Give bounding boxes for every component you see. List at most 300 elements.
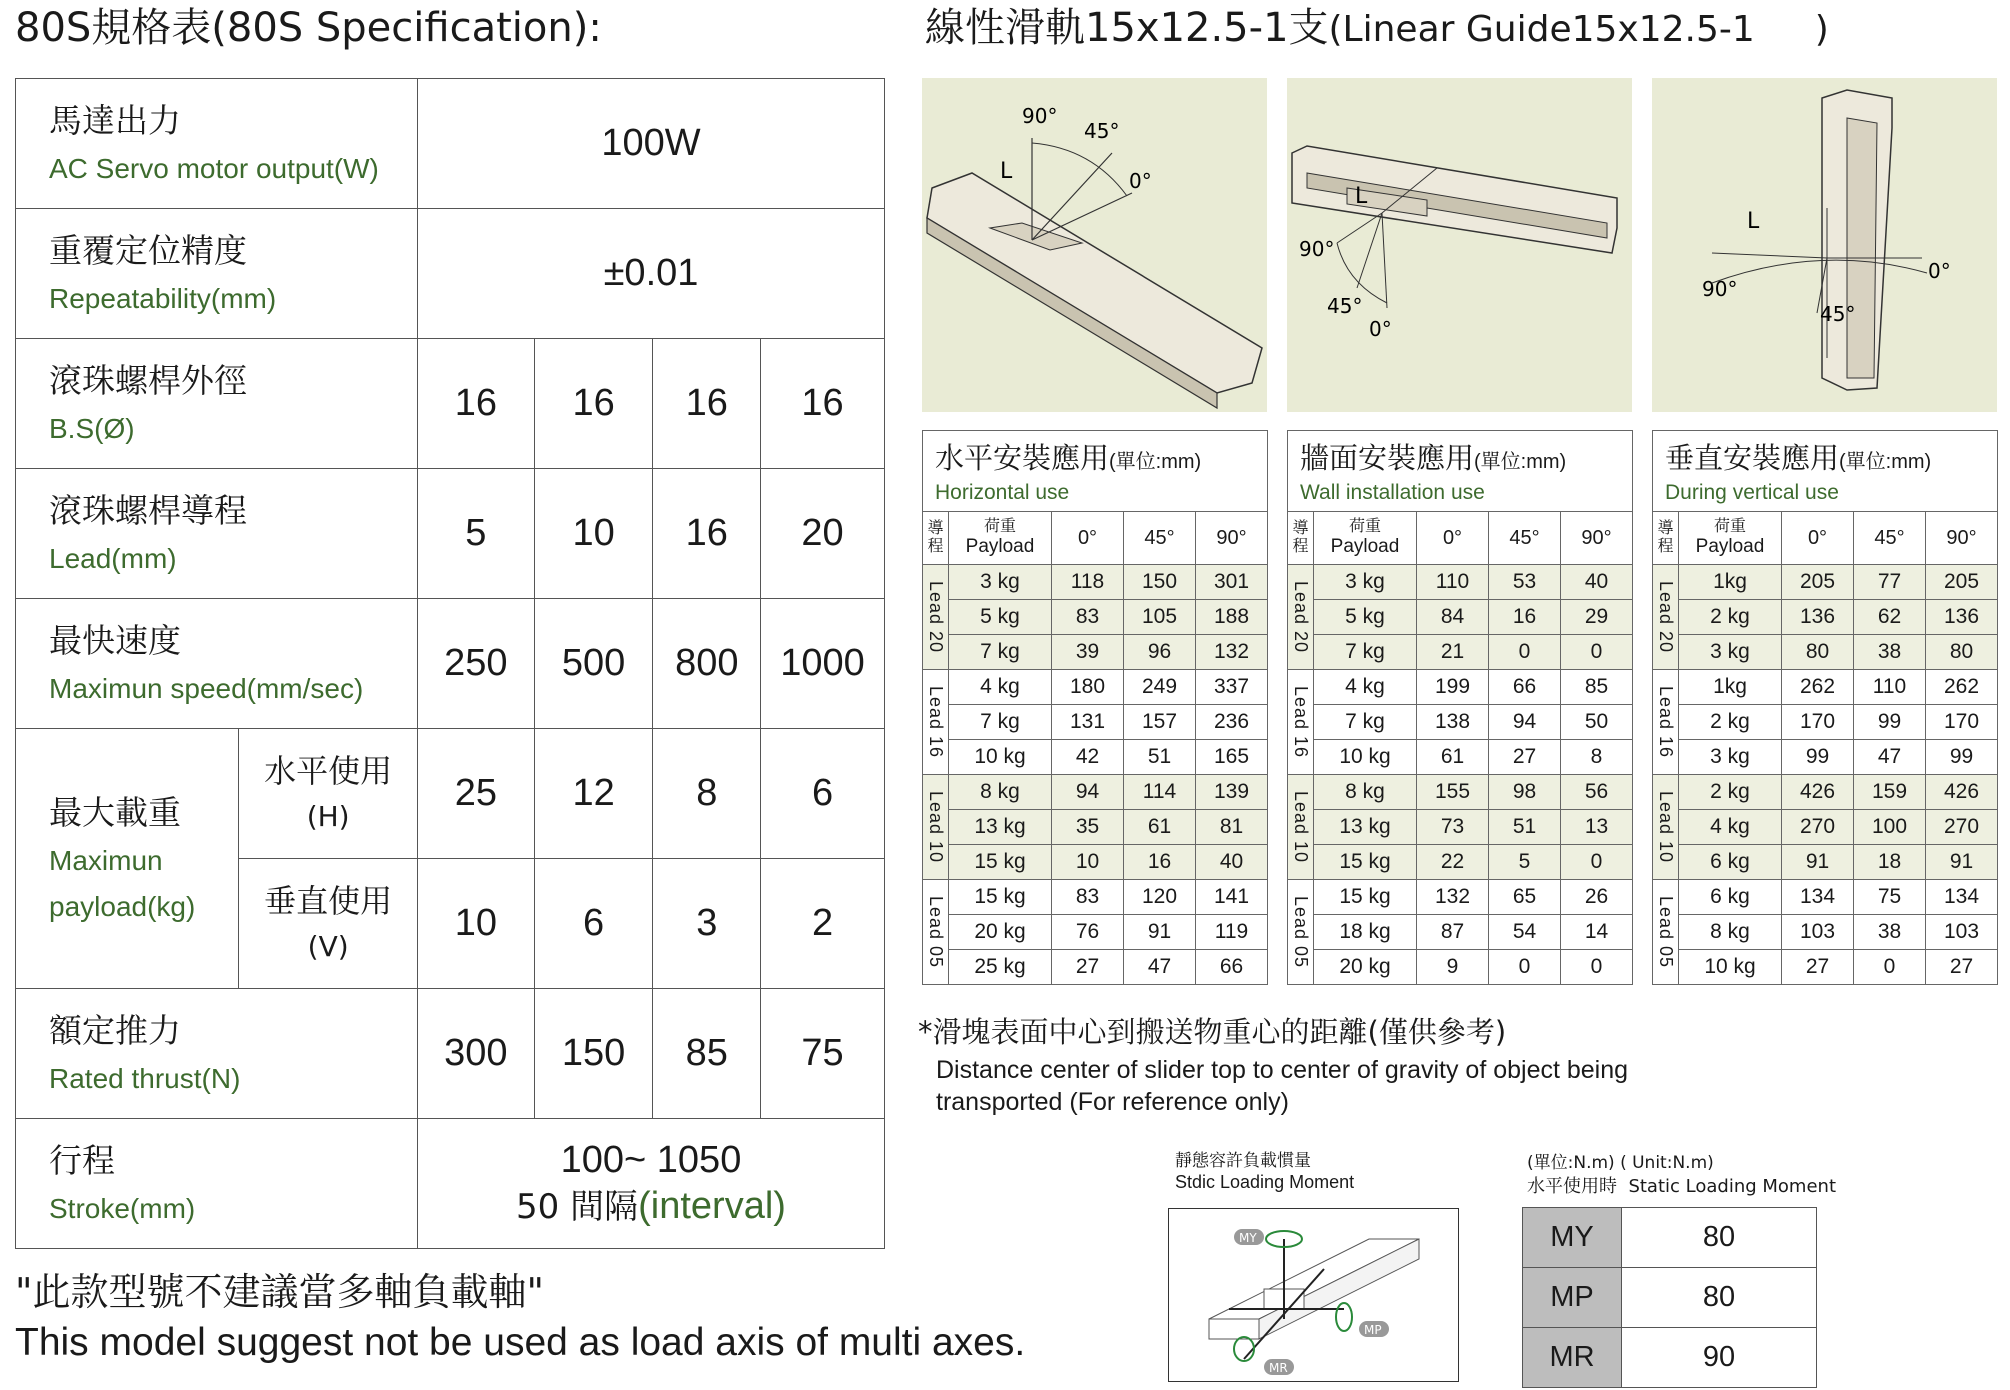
load-table-row [923,810,1268,845]
payload-v-value: 6 [534,859,653,989]
horizontal-rail-illustration [922,78,1267,412]
moment-figure-mp: MP [1364,1323,1382,1337]
horizontal-angle-0: 0° [1129,169,1152,193]
lead-value: 20 [761,469,885,599]
distance-cell: 10 [1052,845,1124,880]
distance-cell: 91 [1926,845,1998,880]
load-table-header [923,431,1268,512]
distance-cell: 38 [1854,635,1926,670]
moment-figure-mr: MR [1269,1361,1288,1375]
payload-cell: 8 kg [1679,915,1782,950]
distance-cell: 188 [1196,600,1268,635]
payload-header-en: Payload [1330,536,1400,557]
distance-cell: 27 [1926,950,1998,985]
thrust-value: 300 [417,989,534,1119]
load-table-row [1288,635,1633,670]
distance-cell: 42 [1052,740,1124,775]
load-table-row [923,775,1268,810]
distance-cell: 103 [1926,915,1998,950]
distance-cell: 0 [1561,845,1633,880]
distance-cell: 9 [1417,950,1489,985]
lead-group-label: Lead 20 [1653,565,1679,670]
distance-cell: 27 [1782,950,1854,985]
payload-cell: 5 kg [949,600,1052,635]
lead-group-label: Lead 10 [1653,775,1679,880]
distance-cell: 426 [1782,775,1854,810]
distance-cell: 136 [1782,600,1854,635]
angle-45-header: 45° [1489,512,1561,565]
lead-group-label: Lead 05 [1288,880,1314,985]
distance-cell: 94 [1052,775,1124,810]
payload-cell: 20 kg [1314,950,1417,985]
bs-value: 16 [761,339,885,469]
wall-length-l: L [1355,184,1368,209]
distance-cell: 29 [1561,600,1633,635]
payload-cell: 13 kg [949,810,1052,845]
distance-cell: 39 [1052,635,1124,670]
moment-value: 80 [1622,1268,1817,1328]
payload-cell: 5 kg [1314,600,1417,635]
payload-v-value: 2 [761,859,885,989]
payload-cell: 18 kg [1314,915,1417,950]
load-table-title-zh: 水平安裝應用 [935,443,1110,475]
distance-cell: 51 [1489,810,1561,845]
distance-cell: 56 [1561,775,1633,810]
distance-cell: 119 [1196,915,1268,950]
distance-cell: 301 [1196,565,1268,600]
payload-cell: 3 kg [1679,635,1782,670]
lead-column-header [923,512,949,565]
distance-cell: 0 [1854,950,1926,985]
distance-cell: 38 [1854,915,1926,950]
row-ballscrew [16,339,885,469]
lead-header-char: 導 [927,520,944,537]
repeat-label-zh: 重覆定位精度 [49,230,247,270]
payload-cell: 15 kg [949,845,1052,880]
payload-label-zh: 最大載重 [49,792,181,832]
angle-45-header: 45° [1854,512,1926,565]
payload-h-value: 6 [761,729,885,859]
distance-cell: 65 [1489,880,1561,915]
distance-cell: 132 [1196,635,1268,670]
load-table-row [1288,950,1633,985]
angle-90-header: 90° [1561,512,1633,565]
lead-column-header [1288,512,1314,565]
distance-cell: 83 [1052,600,1124,635]
wall-angle-90: 90° [1299,237,1335,261]
distance-cell: 99 [1854,705,1926,740]
load-table-row [1653,950,1998,985]
row-stroke [16,1119,885,1249]
distance-cell: 96 [1124,635,1196,670]
distance-cell: 47 [1854,740,1926,775]
motor-value: 100W [417,79,884,209]
distance-note-zh: *滑塊表面中心到搬送物重心的距離(僅供參考) [918,1015,1507,1049]
payload-v-value: 3 [653,859,761,989]
speed-value: 250 [417,599,534,729]
lead-group-label: Lead 10 [1288,775,1314,880]
load-table-row [1288,810,1633,845]
distance-cell: 170 [1782,705,1854,740]
load-table-row [923,950,1268,985]
horizontal-angle-90: 90° [1022,104,1058,128]
payload-cell: 2 kg [1679,600,1782,635]
moment-figure [1168,1208,1459,1382]
load-table-row [1288,565,1633,600]
distance-cell: 114 [1124,775,1196,810]
wall-rail-illustration [1287,78,1632,412]
stroke-label-en: Stroke(mm) [49,1192,196,1224]
load-table-row [923,915,1268,950]
payload-h-value: 25 [417,729,534,859]
payload-cell: 13 kg [1314,810,1417,845]
load-table-row [1653,600,1998,635]
distance-cell: 80 [1782,635,1854,670]
lead-group-label: Lead 20 [1288,565,1314,670]
stroke-interval-en: (interval) [638,1185,786,1227]
lead-group-label: Lead 10 [923,775,949,880]
thrust-label-en: Rated thrust(N) [49,1062,241,1094]
distance-cell: 61 [1417,740,1489,775]
bs-label-en: B.S(Ø) [49,412,135,444]
load-table-row [1288,845,1633,880]
row-payload-h [16,729,885,859]
horizontal-length-l: L [1000,159,1013,184]
vertical-angle-90: 90° [1702,277,1738,301]
guide-title-zh: 線性滑軌15x12.5-1支 [925,5,1329,51]
multi-axis-note-en: This model suggest not be used as load axis of multi axes. [15,1321,1026,1364]
lead-value: 5 [417,469,534,599]
distance-cell: 105 [1124,600,1196,635]
distance-cell: 16 [1124,845,1196,880]
speed-value: 1000 [761,599,885,729]
load-table-column-header [923,512,1268,565]
payload-cell: 7 kg [1314,635,1417,670]
payload-cell: 3 kg [949,565,1052,600]
distance-cell: 132 [1417,880,1489,915]
distance-cell: 180 [1052,670,1124,705]
angle-0-header: 0° [1782,512,1854,565]
distance-cell: 0 [1561,950,1633,985]
lead-header-char: 程 [927,538,944,555]
distance-cell: 270 [1926,810,1998,845]
distance-cell: 21 [1417,635,1489,670]
wall-angle-45: 45° [1327,294,1363,318]
load-table-row [1653,880,1998,915]
moment-table-title-zh: 水平使用時 [1527,1176,1617,1197]
payload-header-en: Payload [965,536,1035,557]
bs-value: 16 [417,339,534,469]
distance-cell: 84 [1417,600,1489,635]
spec-title: 80S規格表(80S Specification): [15,5,602,51]
payload-header-en: Payload [1695,536,1765,557]
payload-cell: 15 kg [1314,880,1417,915]
row-repeatability [16,209,885,339]
distance-cell: 103 [1782,915,1854,950]
payload-cell: 20 kg [949,915,1052,950]
lead-group-label: Lead 16 [923,670,949,775]
payload-column-header [1679,512,1782,565]
distance-cell: 165 [1196,740,1268,775]
load-table-unit: (單位:mm) [1474,451,1567,473]
distance-cell: 66 [1489,670,1561,705]
load-table-row [1288,915,1633,950]
distance-cell: 91 [1124,915,1196,950]
payload-h-abbr: (H) [306,799,350,833]
distance-cell: 110 [1417,565,1489,600]
payload-cell: 6 kg [1679,845,1782,880]
row-speed [16,599,885,729]
load-table-column-header [1288,512,1633,565]
horizontal-load-table [922,430,1268,985]
load-table-row [1653,915,1998,950]
distance-cell: 76 [1052,915,1124,950]
payload-cell: 3 kg [1314,565,1417,600]
payload-cell: 4 kg [949,670,1052,705]
distance-note-en2: transported (For reference only) [936,1088,1289,1116]
payload-v-label: 垂直使用 [264,881,393,920]
load-table-title-en: During vertical use [1665,481,1839,504]
load-table-row [1653,775,1998,810]
distance-cell: 205 [1926,565,1998,600]
payload-cell: 10 kg [1679,950,1782,985]
load-table-row [923,670,1268,705]
speed-label-zh: 最快速度 [49,620,181,660]
spec-table [15,78,885,1249]
stroke-range: 100~ 1050 [560,1139,742,1181]
load-table-title-en: Wall installation use [1300,481,1485,504]
payload-cell: 10 kg [1314,740,1417,775]
load-table-row [1288,600,1633,635]
horizontal-angle-45: 45° [1084,119,1120,143]
vertical-rail-illustration [1652,78,1997,412]
repeat-value: ±0.01 [417,209,884,339]
bs-value: 16 [653,339,761,469]
load-table-row [1653,810,1998,845]
payload-header-zh: 荷重 [983,518,1016,535]
payload-cell: 10 kg [949,740,1052,775]
distance-cell: 51 [1124,740,1196,775]
bs-value: 16 [534,339,653,469]
distance-cell: 40 [1196,845,1268,880]
thrust-value: 75 [761,989,885,1119]
distance-cell: 16 [1489,600,1561,635]
angle-90-header: 90° [1926,512,1998,565]
distance-cell: 134 [1926,880,1998,915]
moment-table-title-en: Static Loading Moment [1628,1176,1836,1197]
motor-label-en: AC Servo motor output(W) [49,152,379,184]
payload-cell: 4 kg [1679,810,1782,845]
speed-value: 500 [534,599,653,729]
payload-v-value: 10 [417,859,534,989]
distance-cell: 236 [1196,705,1268,740]
distance-cell: 262 [1926,670,1998,705]
load-table-unit: (單位:mm) [1839,451,1932,473]
load-table-row [1653,705,1998,740]
moment-figure-title-en: Stdic Loading Moment [1175,1172,1355,1192]
distance-cell: 100 [1854,810,1926,845]
payload-cell: 1kg [1679,565,1782,600]
distance-cell: 170 [1926,705,1998,740]
distance-cell: 99 [1782,740,1854,775]
distance-cell: 83 [1052,880,1124,915]
distance-cell: 75 [1854,880,1926,915]
load-table-row [1653,845,1998,880]
distance-cell: 249 [1124,670,1196,705]
moment-table [1522,1207,1817,1388]
lead-column-header [1653,512,1679,565]
distance-cell: 54 [1489,915,1561,950]
distance-cell: 35 [1052,810,1124,845]
row-lead [16,469,885,599]
multi-axis-note-zh: "此款型號不建議當多軸負載軸" [15,1270,544,1314]
payload-label-en2: payload(kg) [49,890,196,922]
distance-note-en1: Distance center of slider top to center of gravity of object being [936,1056,1629,1084]
distance-cell: 87 [1417,915,1489,950]
distance-cell: 94 [1489,705,1561,740]
distance-cell: 120 [1124,880,1196,915]
distance-cell: 131 [1052,705,1124,740]
row-thrust [16,989,885,1119]
payload-h-label: 水平使用 [264,751,393,790]
load-table-row [1653,670,1998,705]
lead-group-label: Lead 20 [923,565,949,670]
distance-cell: 8 [1561,740,1633,775]
load-table-header [1653,431,1998,512]
distance-cell: 134 [1782,880,1854,915]
thrust-label-zh: 額定推力 [49,1010,181,1050]
wall-load-table [1287,430,1633,985]
distance-cell: 99 [1926,740,1998,775]
guide-title-close: ) [1814,9,1829,50]
lead-value: 10 [534,469,653,599]
payload-cell: 15 kg [949,880,1052,915]
lead-value: 16 [653,469,761,599]
distance-cell: 18 [1854,845,1926,880]
payload-cell: 1kg [1679,670,1782,705]
payload-v-abbr: (V) [307,929,349,963]
load-table-row [1288,670,1633,705]
moment-key: MY [1523,1208,1622,1268]
stroke-label-zh: 行程 [49,1140,115,1180]
lead-header-char: 導 [1292,520,1309,537]
distance-cell: 5 [1489,845,1561,880]
lead-header-char: 導 [1657,520,1674,537]
lead-label-zh: 滾珠螺桿導程 [49,490,247,530]
distance-cell: 110 [1854,670,1926,705]
distance-cell: 262 [1782,670,1854,705]
load-table-column-header [1653,512,1998,565]
payload-cell: 7 kg [949,705,1052,740]
moment-figure-my: MY [1239,1231,1257,1245]
load-table-row [923,740,1268,775]
stroke-interval-zh: 50 間隔 [516,1187,639,1227]
payload-cell: 25 kg [949,950,1052,985]
payload-column-header [1314,512,1417,565]
bs-label-zh: 滾珠螺桿外徑 [49,360,247,400]
distance-cell: 73 [1417,810,1489,845]
load-table-row [923,845,1268,880]
angle-90-header: 90° [1196,512,1268,565]
distance-cell: 77 [1854,565,1926,600]
payload-column-header [949,512,1052,565]
lead-header-char: 程 [1292,538,1309,555]
moment-row [1523,1268,1817,1328]
distance-cell: 199 [1417,670,1489,705]
wall-diagram [1287,78,1632,412]
moment-row [1523,1328,1817,1388]
distance-cell: 61 [1124,810,1196,845]
speed-value: 800 [653,599,761,729]
load-table-row [1288,775,1633,810]
vertical-load-table [1652,430,1998,985]
lead-group-label: Lead 16 [1288,670,1314,775]
distance-cell: 98 [1489,775,1561,810]
distance-cell: 0 [1489,635,1561,670]
distance-cell: 139 [1196,775,1268,810]
payload-cell: 2 kg [1679,775,1782,810]
distance-cell: 426 [1926,775,1998,810]
distance-cell: 205 [1782,565,1854,600]
load-table-header [1288,431,1633,512]
payload-cell: 15 kg [1314,845,1417,880]
distance-cell: 14 [1561,915,1633,950]
distance-cell: 337 [1196,670,1268,705]
speed-label-en: Maximun speed(mm/sec) [49,672,364,704]
distance-cell: 27 [1052,950,1124,985]
distance-cell: 22 [1417,845,1489,880]
distance-cell: 138 [1417,705,1489,740]
moment-table-title [1527,1172,1836,1198]
moment-diagram [1169,1209,1458,1381]
load-table-row [1288,740,1633,775]
distance-cell: 150 [1124,565,1196,600]
distance-cell: 40 [1561,565,1633,600]
distance-cell: 62 [1854,600,1926,635]
payload-label-en1: Maximun [49,844,163,876]
distance-cell: 270 [1782,810,1854,845]
payload-cell: 3 kg [1679,740,1782,775]
load-table-row [923,705,1268,740]
payload-h-value: 12 [534,729,653,859]
load-table-row [923,600,1268,635]
guide-title [925,4,1829,54]
payload-cell: 7 kg [1314,705,1417,740]
load-table-row [1653,565,1998,600]
guide-title-en: (Linear Guide15x12.5-1 [1328,9,1755,50]
distance-cell: 91 [1782,845,1854,880]
distance-cell: 141 [1196,880,1268,915]
distance-cell: 26 [1561,880,1633,915]
distance-cell: 157 [1124,705,1196,740]
load-table-row [923,635,1268,670]
stroke-interval [516,1185,786,1227]
moment-value: 90 [1622,1328,1817,1388]
payload-cell: 8 kg [1314,775,1417,810]
payload-header-zh: 荷重 [1348,518,1381,535]
distance-cell: 53 [1489,565,1561,600]
payload-cell: 2 kg [1679,705,1782,740]
distance-cell: 159 [1854,775,1926,810]
angle-0-header: 0° [1417,512,1489,565]
vertical-angle-0: 0° [1928,259,1951,283]
distance-cell: 136 [1926,600,1998,635]
distance-cell: 118 [1052,565,1124,600]
load-table-title-en: Horizontal use [935,481,1070,504]
load-table-title-zh: 垂直安裝應用 [1665,443,1840,475]
vertical-length-l: L [1747,209,1760,234]
thrust-value: 150 [534,989,653,1119]
